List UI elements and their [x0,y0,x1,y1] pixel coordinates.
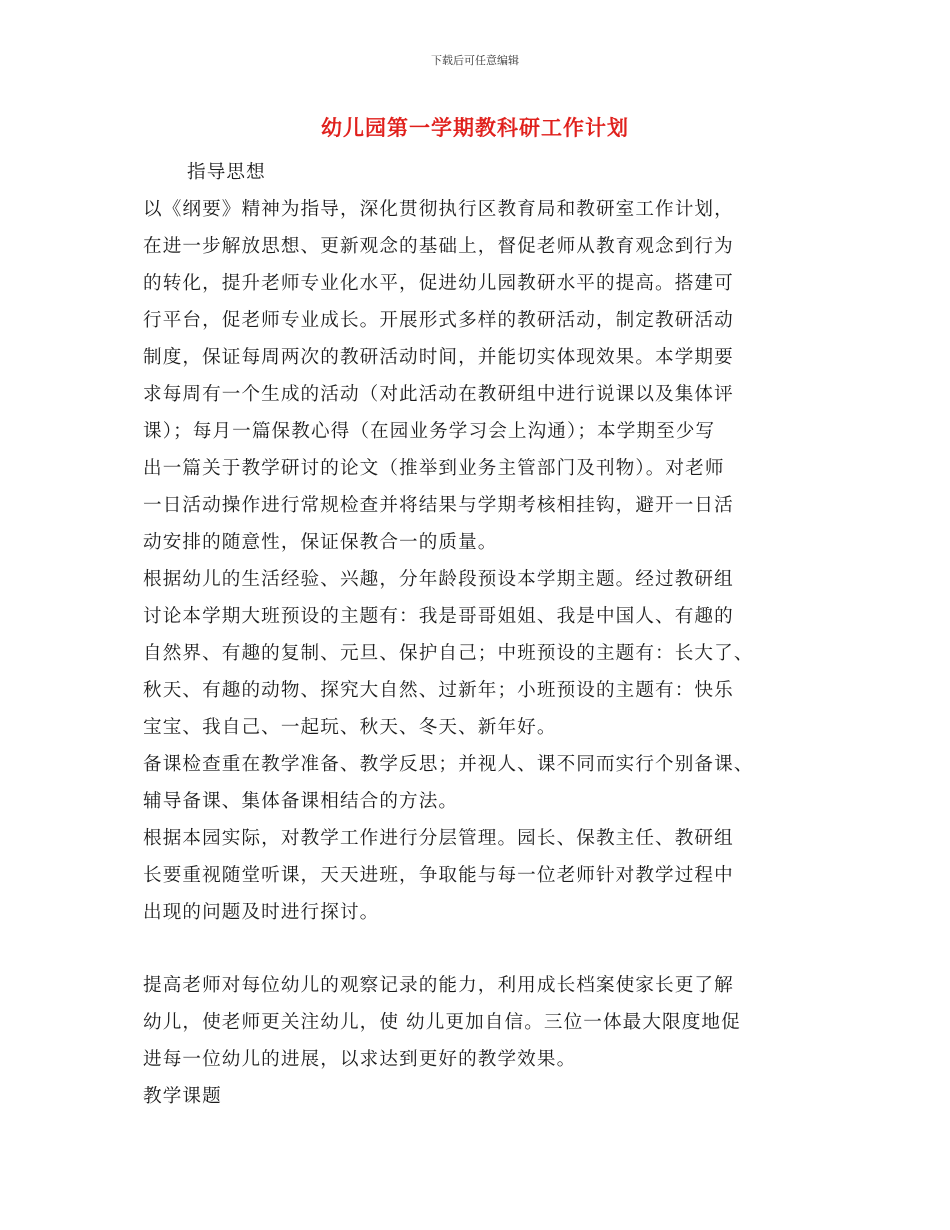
paragraph-line: 一日活动操作进行常规检查并将结果与学期考核相挂钩，避开一日活 [143,495,734,516]
paragraph-line: 秋天、有趣的动物、探究大自然、过新年；小班预设的主题有：快乐 [143,680,734,701]
paragraph-line: 出一篇关于教学研讨的论文（推举到业务主管部门及刊物）。对老师 [143,458,725,479]
paragraph-line: 行平台，促老师专业成长。开展形式多样的教研活动，制定教研活动 [143,310,734,331]
document-title: 幼儿园第一学期教科研工作计划 [321,115,629,140]
paragraph-line: 根据幼儿的生活经验、兴趣，分年龄段预设本学期主题。经过教研组 [143,569,734,590]
paragraph-line: 求每周有一个生成的活动（对此活动在教研组中进行说课以及集体评 [143,384,734,405]
paragraph-line: 讨论本学期大班预设的主题有：我是哥哥姐姐、我是中国人、有趣的 [143,606,734,627]
paragraph-line: 的转化，提升老师专业化水平，促进幼儿园教研水平的提高。搭建可 [143,273,734,294]
paragraph-line: 以《纲要》精神为指导，深化贯彻执行区教育局和教研室工作计划， [143,199,734,220]
paragraph-line: 根据本园实际，对教学工作进行分层管理。园长、保教主任、教研组 [143,828,734,849]
paragraph-line: 在进一步解放思想、更新观念的基础上，督促老师从教育观念到行为 [143,236,734,257]
paragraph-line: 宝宝、我自己、一起玩、秋天、冬天、新年好。 [143,717,557,738]
paragraph-line: 辅导备课、集体备课相结合的方法。 [143,791,459,812]
paragraph-line: 备课检查重在教学准备、教学反思；并视人、课不同而实行个别备课、 [143,754,754,775]
paragraph-line: 进每一位幼儿的进展，以求达到更好的教学效果。 [143,1049,577,1070]
page-header-note: 下载后可任意编辑 [431,54,519,67]
paragraph-line: 幼儿，使老师更关注幼儿，使 幼儿更加自信。三位一体最大限度地促 [143,1012,741,1033]
paragraph-line: 制度，保证每周两次的教研活动时间，并能切实体现效果。本学期要 [143,347,734,368]
section-heading: 教学课题 [143,1086,222,1107]
paragraph-line: 提高老师对每位幼儿的观察记录的能力，利用成长档案使家长更了解 [143,975,734,996]
paragraph-line: 动安排的随意性，保证保教合一的质量。 [143,532,498,553]
paragraph-line: 课）；每月一篇保教心得（在园业务学习会上沟通）；本学期至少写 [143,421,716,442]
paragraph-line: 自然界、有趣的复制、元旦、保护自己；中班预设的主题有：长大了、 [143,643,754,664]
section-heading: 指导思想 [187,162,266,183]
paragraph-line: 长要重视随堂听课，天天进班，争取能与每一位老师针对教学过程中 [143,865,734,886]
paragraph-line: 出现的问题及时进行探讨。 [143,902,380,923]
